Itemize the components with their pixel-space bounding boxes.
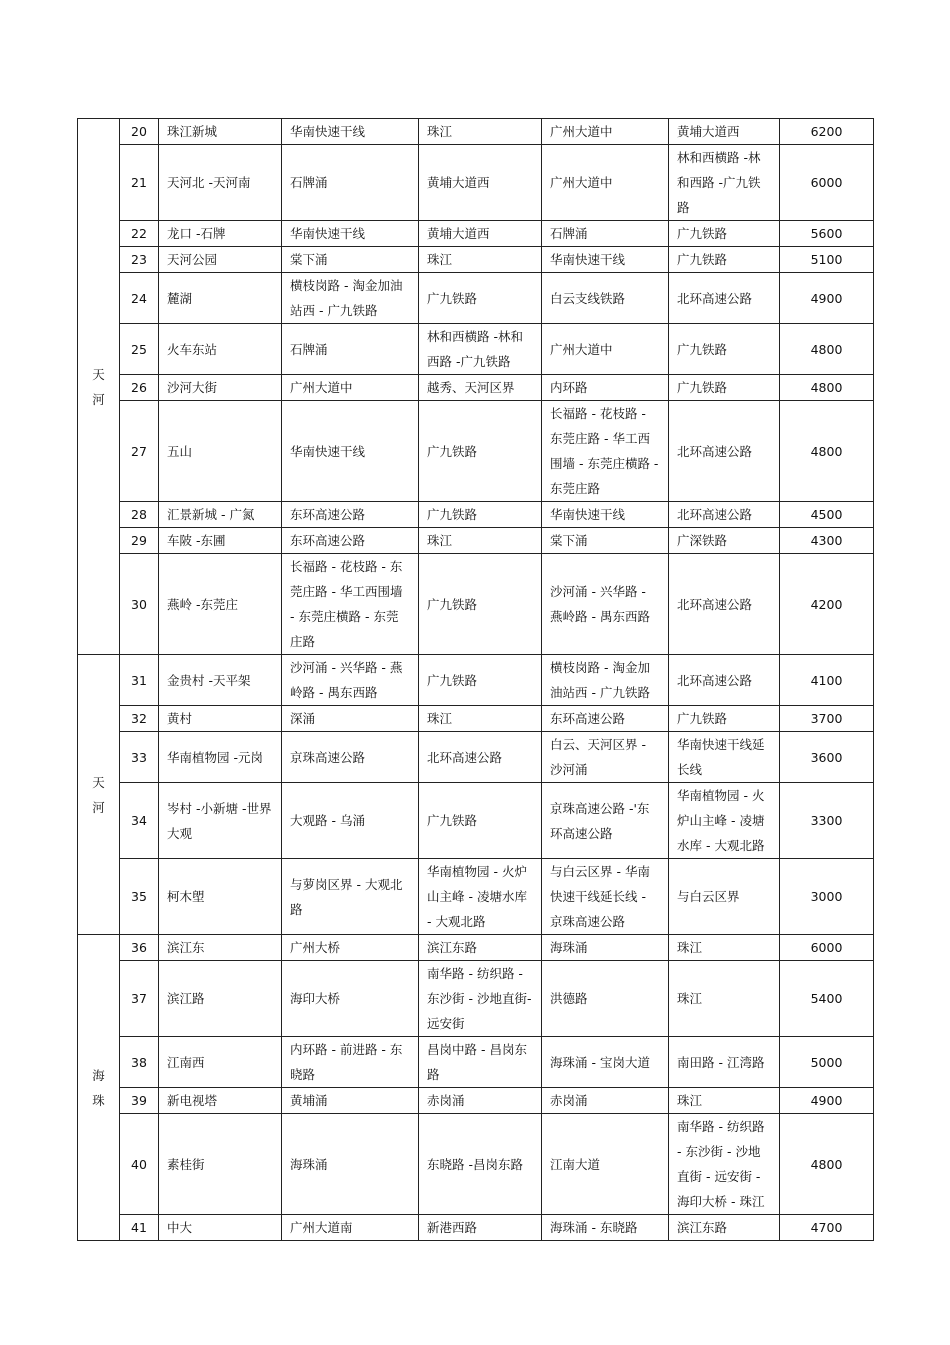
boundary-west-cell: 海印大桥 — [282, 961, 419, 1037]
district-label: 海珠 — [92, 1067, 105, 1108]
table-row — [78, 1215, 874, 1241]
boundary-east-cell: 广州大道中 — [542, 324, 669, 375]
base-price-cell: 4300 — [780, 528, 874, 554]
base-price-cell: 6000 — [780, 935, 874, 961]
boundary-south-cell: 珠江 — [419, 528, 542, 554]
base-price-cell: 3300 — [780, 783, 874, 859]
boundary-south-cell: 林和西横路 -林和西路 -广九铁路 — [419, 324, 542, 375]
table-row — [78, 324, 874, 375]
boundary-west-cell: 海珠涌 — [282, 1114, 419, 1215]
district-label: 天河 — [92, 774, 105, 815]
row-number-cell: 28 — [120, 502, 159, 528]
area-name-cell: 龙口 -石牌 — [159, 221, 282, 247]
boundary-west-cell: 广州大桥 — [282, 935, 419, 961]
area-name-cell: 五山 — [159, 401, 282, 502]
table-row — [78, 783, 874, 859]
boundary-west-cell: 沙河涌 - 兴华路 - 燕岭路 - 禺东西路 — [282, 655, 419, 706]
base-price-cell: 4700 — [780, 1215, 874, 1241]
table-row — [78, 273, 874, 324]
table-row — [78, 859, 874, 935]
base-price-cell: 4900 — [780, 273, 874, 324]
boundary-south-cell: 南华路 - 纺织路 - 东沙街 - 沙地直街- 远安街 — [419, 961, 542, 1037]
boundary-west-cell: 东环高速公路 — [282, 528, 419, 554]
boundary-north-cell: 广九铁路 — [669, 221, 780, 247]
boundary-north-cell: 北环高速公路 — [669, 554, 780, 655]
boundary-west-cell: 广州大道南 — [282, 1215, 419, 1241]
boundary-west-cell: 华南快速干线 — [282, 401, 419, 502]
row-number-cell: 23 — [120, 247, 159, 273]
boundary-north-cell: 珠江 — [669, 1088, 780, 1114]
table-row — [78, 554, 874, 655]
boundary-east-cell: 京珠高速公路 -'东环高速公路 — [542, 783, 669, 859]
area-name-cell: 珠江新城 — [159, 119, 282, 145]
area-name-cell: 沙河大街 — [159, 375, 282, 401]
boundary-south-cell: 新港西路 — [419, 1215, 542, 1241]
boundary-south-cell: 华南植物园 - 火炉山主峰 - 凌塘水库 - 大观北路 — [419, 859, 542, 935]
base-price-cell: 6000 — [780, 145, 874, 221]
base-price-cell: 3600 — [780, 732, 874, 783]
boundary-east-cell: 横枝岗路 - 淘金加油站西 - 广九铁路 — [542, 655, 669, 706]
boundary-north-cell: 南田路 - 江湾路 — [669, 1037, 780, 1088]
area-name-cell: 中大 — [159, 1215, 282, 1241]
boundary-east-cell: 华南快速干线 — [542, 247, 669, 273]
boundary-north-cell: 华南快速干线延长线 — [669, 732, 780, 783]
district-cell — [78, 119, 120, 655]
row-number-cell: 41 — [120, 1215, 159, 1241]
table-row — [78, 401, 874, 502]
base-price-cell: 4100 — [780, 655, 874, 706]
area-name-cell: 车陂 -东圃 — [159, 528, 282, 554]
boundary-west-cell: 华南快速干线 — [282, 119, 419, 145]
table-row — [78, 247, 874, 273]
boundary-west-cell: 棠下涌 — [282, 247, 419, 273]
table-row — [78, 119, 874, 145]
area-name-cell: 岑村 -小新塘 -世界大观 — [159, 783, 282, 859]
base-price-cell: 3000 — [780, 859, 874, 935]
area-name-cell: 金贵村 -天平架 — [159, 655, 282, 706]
boundary-south-cell: 广九铁路 — [419, 783, 542, 859]
row-number-cell: 29 — [120, 528, 159, 554]
boundary-south-cell: 珠江 — [419, 247, 542, 273]
boundary-east-cell: 棠下涌 — [542, 528, 669, 554]
boundary-north-cell: 广九铁路 — [669, 375, 780, 401]
row-number-cell: 25 — [120, 324, 159, 375]
row-number-cell: 30 — [120, 554, 159, 655]
boundary-west-cell: 内环路 - 前进路 - 东晓路 — [282, 1037, 419, 1088]
boundary-east-cell: 广州大道中 — [542, 145, 669, 221]
land-price-table — [77, 118, 874, 1241]
boundary-west-cell: 大观路 - 乌涌 — [282, 783, 419, 859]
boundary-east-cell: 江南大道 — [542, 1114, 669, 1215]
boundary-north-cell: 广九铁路 — [669, 247, 780, 273]
boundary-north-cell: 南华路 - 纺织路 - 东沙街 - 沙地直街 - 远安街 - 海印大桥 - 珠江 — [669, 1114, 780, 1215]
boundary-south-cell: 赤岗涌 — [419, 1088, 542, 1114]
area-name-cell: 黄村 — [159, 706, 282, 732]
boundary-west-cell: 华南快速干线 — [282, 221, 419, 247]
boundary-west-cell: 横枝岗路 - 淘金加油站西 - 广九铁路 — [282, 273, 419, 324]
table-row — [78, 961, 874, 1037]
base-price-cell: 4200 — [780, 554, 874, 655]
base-price-cell: 4900 — [780, 1088, 874, 1114]
boundary-north-cell: 北环高速公路 — [669, 655, 780, 706]
row-number-cell: 21 — [120, 145, 159, 221]
base-price-cell: 4500 — [780, 502, 874, 528]
table-row — [78, 706, 874, 732]
boundary-south-cell: 滨江东路 — [419, 935, 542, 961]
district-cell — [78, 655, 120, 935]
boundary-south-cell: 昌岗中路 - 昌岗东路 — [419, 1037, 542, 1088]
boundary-south-cell: 珠江 — [419, 706, 542, 732]
area-name-cell: 新电视塔 — [159, 1088, 282, 1114]
row-number-cell: 27 — [120, 401, 159, 502]
row-number-cell: 33 — [120, 732, 159, 783]
boundary-north-cell: 广九铁路 — [669, 324, 780, 375]
boundary-south-cell: 广九铁路 — [419, 502, 542, 528]
base-price-cell: 5600 — [780, 221, 874, 247]
boundary-north-cell: 广九铁路 — [669, 706, 780, 732]
area-name-cell: 江南西 — [159, 1037, 282, 1088]
row-number-cell: 36 — [120, 935, 159, 961]
boundary-east-cell: 内环路 — [542, 375, 669, 401]
row-number-cell: 38 — [120, 1037, 159, 1088]
boundary-south-cell: 越秀、天河区界 — [419, 375, 542, 401]
boundary-east-cell: 赤岗涌 — [542, 1088, 669, 1114]
base-price-cell: 3700 — [780, 706, 874, 732]
row-number-cell: 22 — [120, 221, 159, 247]
area-name-cell: 汇景新城 - 广氮 — [159, 502, 282, 528]
area-name-cell: 素桂街 — [159, 1114, 282, 1215]
boundary-east-cell: 华南快速干线 — [542, 502, 669, 528]
boundary-west-cell: 与萝岗区界 - 大观北路 — [282, 859, 419, 935]
row-number-cell: 24 — [120, 273, 159, 324]
boundary-east-cell: 沙河涌 - 兴华路 - 燕岭路 - 禺东西路 — [542, 554, 669, 655]
table-row — [78, 655, 874, 706]
base-price-cell: 5400 — [780, 961, 874, 1037]
base-price-cell: 5100 — [780, 247, 874, 273]
table-row — [78, 375, 874, 401]
boundary-north-cell: 林和西横路 -林和西路 -广九铁路 — [669, 145, 780, 221]
base-price-cell: 6200 — [780, 119, 874, 145]
row-number-cell: 20 — [120, 119, 159, 145]
boundary-north-cell: 北环高速公路 — [669, 502, 780, 528]
base-price-cell: 4800 — [780, 1114, 874, 1215]
row-number-cell: 40 — [120, 1114, 159, 1215]
table-row — [78, 221, 874, 247]
boundary-north-cell: 北环高速公路 — [669, 273, 780, 324]
area-name-cell: 天河公园 — [159, 247, 282, 273]
table-row — [78, 502, 874, 528]
table-row — [78, 1114, 874, 1215]
row-number-cell: 35 — [120, 859, 159, 935]
boundary-east-cell: 白云、天河区界 - 沙河涌 — [542, 732, 669, 783]
boundary-west-cell: 石牌涌 — [282, 145, 419, 221]
base-price-cell: 4800 — [780, 324, 874, 375]
boundary-east-cell: 东环高速公路 — [542, 706, 669, 732]
table-row — [78, 935, 874, 961]
boundary-west-cell: 京珠高速公路 — [282, 732, 419, 783]
area-name-cell: 燕岭 -东莞庄 — [159, 554, 282, 655]
boundary-north-cell: 黄埔大道西 — [669, 119, 780, 145]
boundary-west-cell: 黄埔涌 — [282, 1088, 419, 1114]
table-row — [78, 528, 874, 554]
boundary-south-cell: 广九铁路 — [419, 273, 542, 324]
boundary-north-cell: 与白云区界 — [669, 859, 780, 935]
row-number-cell: 34 — [120, 783, 159, 859]
boundary-west-cell: 东环高速公路 — [282, 502, 419, 528]
row-number-cell: 31 — [120, 655, 159, 706]
area-name-cell: 滨江东 — [159, 935, 282, 961]
boundary-west-cell: 深涌 — [282, 706, 419, 732]
boundary-west-cell: 广州大道中 — [282, 375, 419, 401]
row-number-cell: 39 — [120, 1088, 159, 1114]
area-name-cell: 天河北 -天河南 — [159, 145, 282, 221]
table-row — [78, 145, 874, 221]
boundary-east-cell: 白云支线铁路 — [542, 273, 669, 324]
table-row — [78, 1037, 874, 1088]
boundary-south-cell: 珠江 — [419, 119, 542, 145]
boundary-west-cell: 石牌涌 — [282, 324, 419, 375]
boundary-east-cell: 广州大道中 — [542, 119, 669, 145]
boundary-east-cell: 洪德路 — [542, 961, 669, 1037]
boundary-east-cell: 海珠涌 — [542, 935, 669, 961]
row-number-cell: 26 — [120, 375, 159, 401]
boundary-south-cell: 东晓路 -昌岗东路 — [419, 1114, 542, 1215]
boundary-east-cell: 海珠涌 - 东晓路 — [542, 1215, 669, 1241]
base-price-cell: 4800 — [780, 375, 874, 401]
boundary-east-cell: 海珠涌 - 宝岗大道 — [542, 1037, 669, 1088]
boundary-south-cell: 广九铁路 — [419, 655, 542, 706]
boundary-east-cell: 石牌涌 — [542, 221, 669, 247]
row-number-cell: 32 — [120, 706, 159, 732]
boundary-north-cell: 珠江 — [669, 935, 780, 961]
area-name-cell: 滨江路 — [159, 961, 282, 1037]
area-name-cell: 柯木塱 — [159, 859, 282, 935]
boundary-north-cell: 北环高速公路 — [669, 401, 780, 502]
boundary-east-cell: 与白云区界 - 华南快速干线延长线 - 京珠高速公路 — [542, 859, 669, 935]
area-name-cell: 火车东站 — [159, 324, 282, 375]
boundary-north-cell: 珠江 — [669, 961, 780, 1037]
boundary-north-cell: 广深铁路 — [669, 528, 780, 554]
boundary-south-cell: 黄埔大道西 — [419, 221, 542, 247]
boundary-north-cell: 滨江东路 — [669, 1215, 780, 1241]
district-label: 天河 — [92, 366, 105, 407]
table-row — [78, 732, 874, 783]
boundary-west-cell: 长福路 - 花枝路 - 东莞庄路 - 华工西围墙 - 东莞庄横路 - 东莞庄路 — [282, 554, 419, 655]
boundary-south-cell: 北环高速公路 — [419, 732, 542, 783]
row-number-cell: 37 — [120, 961, 159, 1037]
base-price-cell: 5000 — [780, 1037, 874, 1088]
area-name-cell: 华南植物园 -元岗 — [159, 732, 282, 783]
boundary-north-cell: 华南植物园 - 火炉山主峰 - 凌塘水库 - 大观北路 — [669, 783, 780, 859]
boundary-east-cell: 长福路 - 花枝路 - 东莞庄路 - 华工西围墙 - 东莞庄横路 - 东莞庄路 — [542, 401, 669, 502]
table-row — [78, 1088, 874, 1114]
boundary-south-cell: 黄埔大道西 — [419, 145, 542, 221]
area-name-cell: 麓湖 — [159, 273, 282, 324]
boundary-south-cell: 广九铁路 — [419, 554, 542, 655]
boundary-south-cell: 广九铁路 — [419, 401, 542, 502]
base-price-cell: 4800 — [780, 401, 874, 502]
district-cell — [78, 935, 120, 1241]
